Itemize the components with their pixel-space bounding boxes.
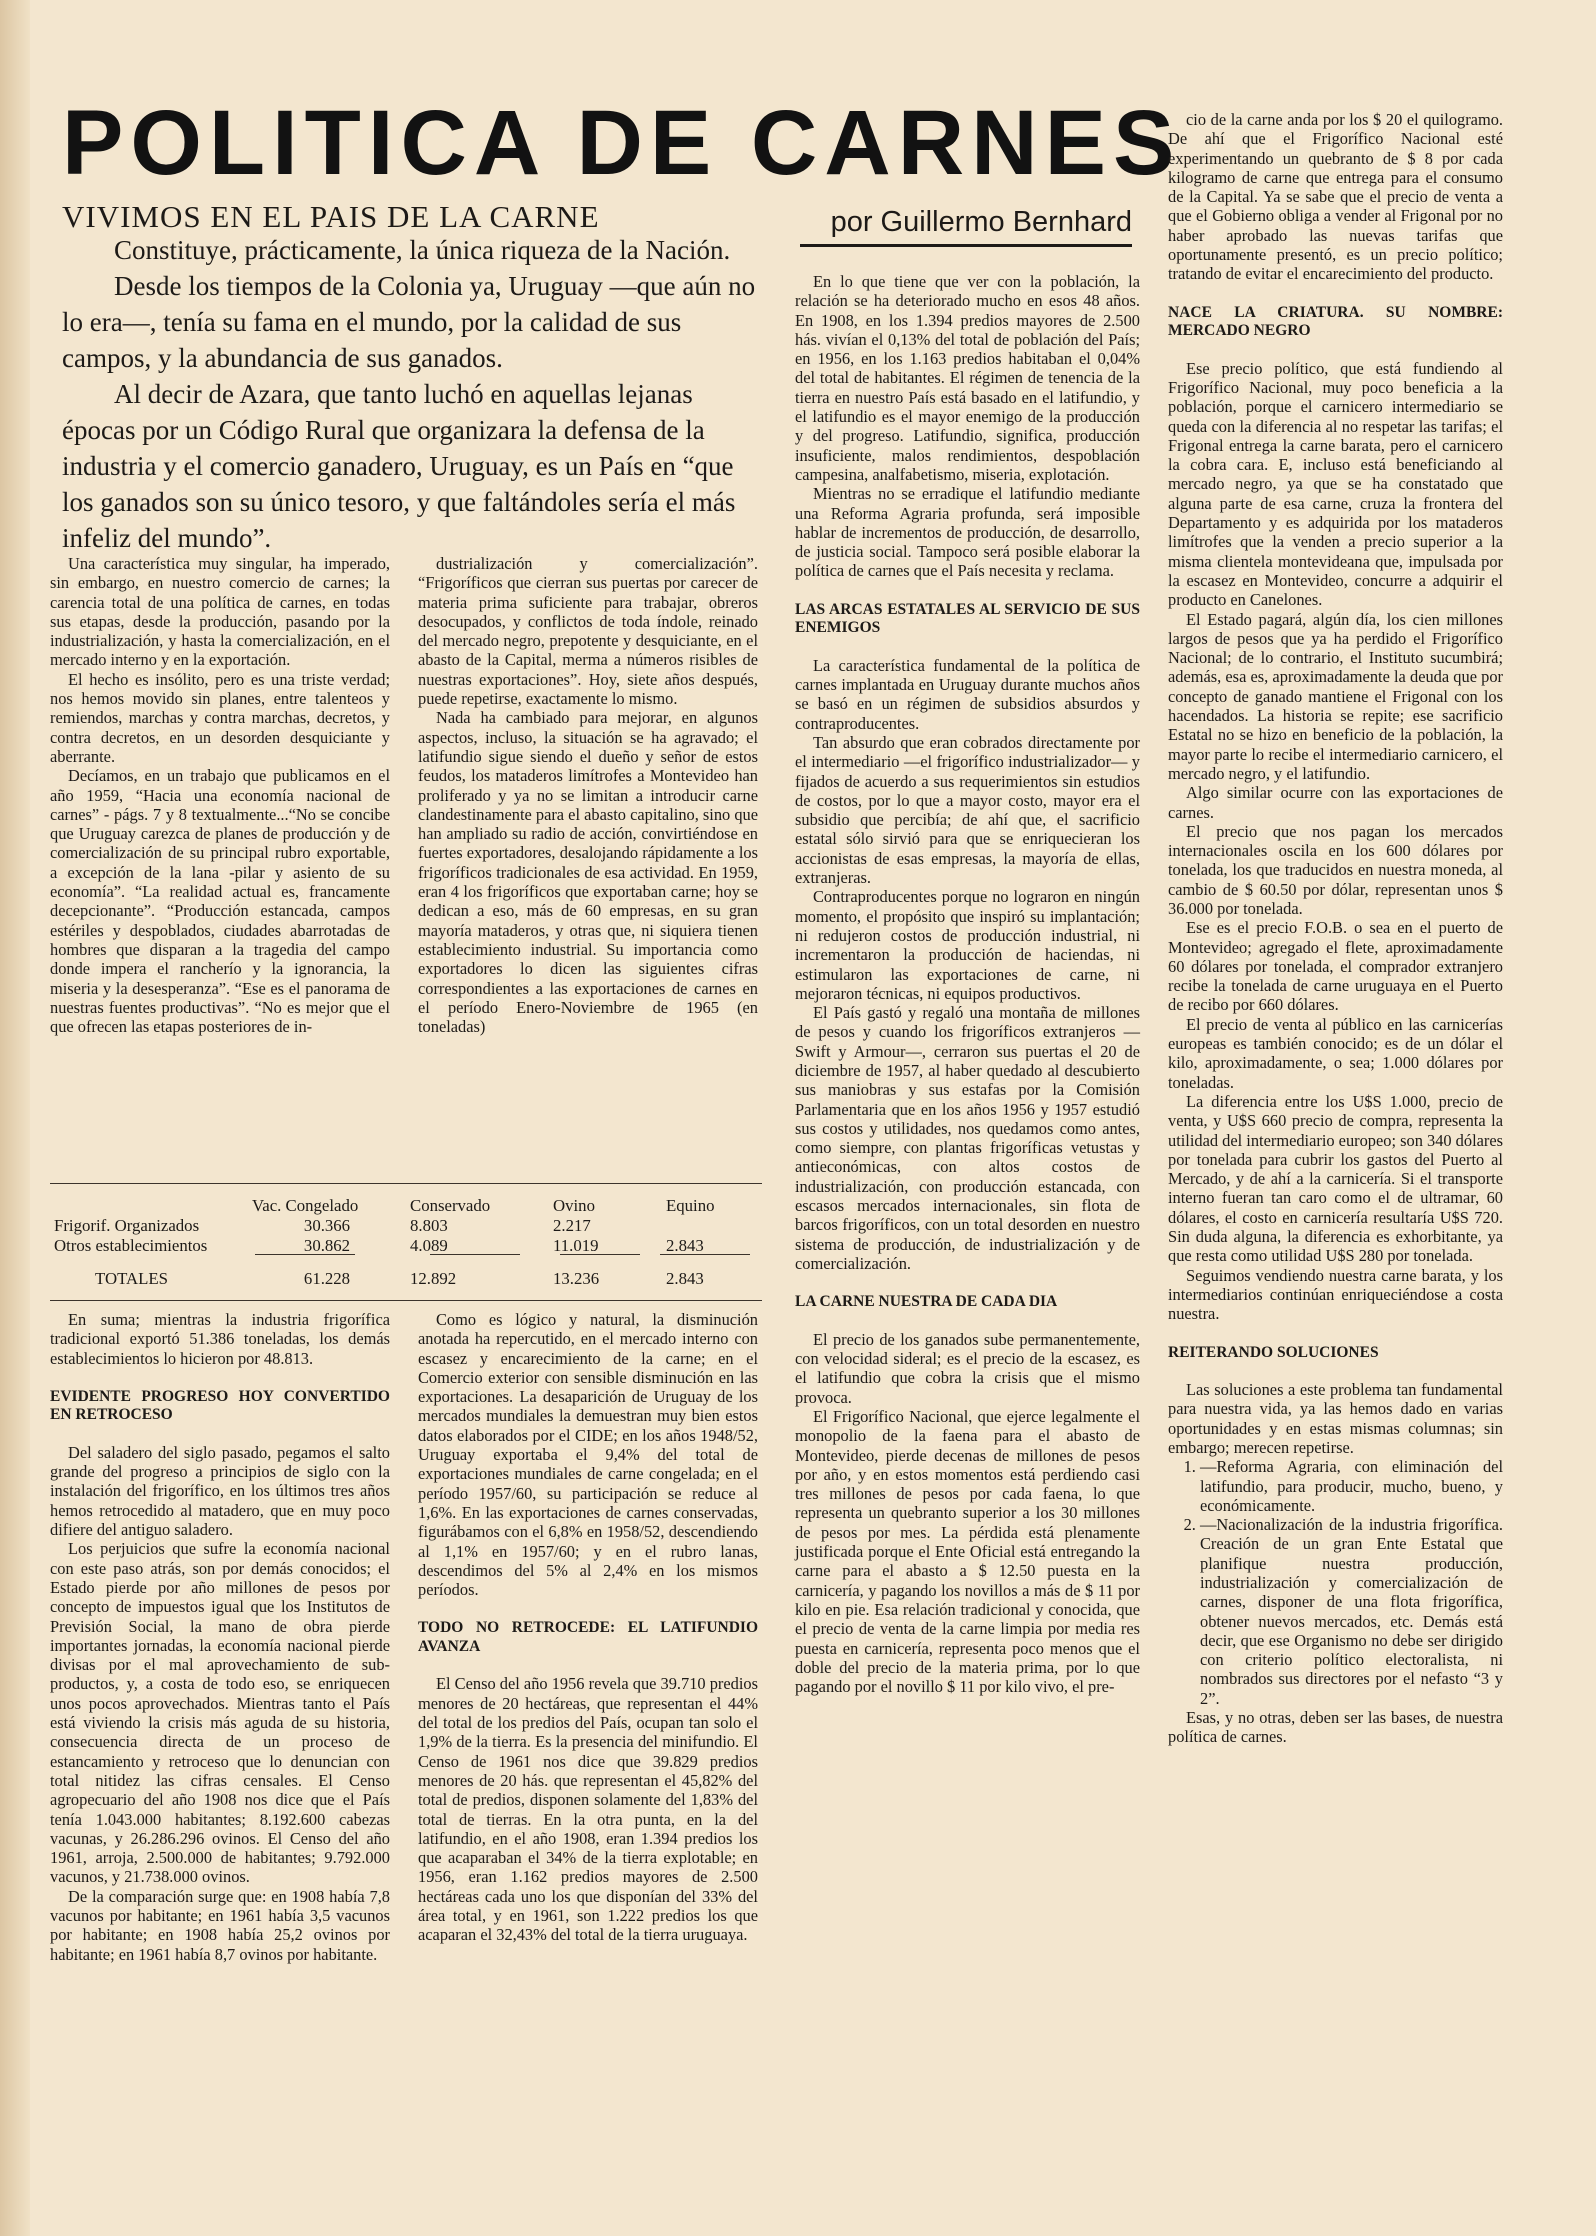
body-paragraph: Esas, y no otras, deben ser las bases, de nuestra política de carnes. — [1168, 1708, 1503, 1747]
intro-paragraph: Al decir de Azara, que tanto luchó en aquellas lejanas épocas por un Código Rural que organizara la defensa de la industria y el comercio ganadero, Uruguay, es un País en “que los ganados son su único tesoro, y que faltándoles sería el más infeliz del mundo”. — [62, 379, 736, 553]
list-item: 1. —Reforma Agraria, con eliminación del latifundio, para producir, mucho, bueno, y económicamente. — [1200, 1457, 1503, 1515]
body-paragraph: El Estado pagará, algún día, los cien millones largos de pesos que ya ha perdido el Frigorífico Nacional; de lo contrario, el Instituto sucumbirá; además, esa es, aproximadamente la deuda que por concepto de ganado mantiene el Frigonal con los hacendados. La historia se repite; ese sacrificio Estatal no se hizo en beneficio de la población, la mayor parte lo recibe el intermediario carnicero, el mercado negro, y el latifundio. — [1168, 609, 1503, 783]
column-2-bottom — [418, 1310, 758, 1945]
cell-ovino: 2.217 — [553, 1216, 591, 1235]
table-header — [50, 1195, 248, 1216]
solutions-list — [1168, 1457, 1503, 1708]
section-heading: TODO NO RETROCEDE: EL LATIFUNDIO AVANZA — [418, 1619, 758, 1655]
row-label: Otros establecimientos — [54, 1235, 208, 1255]
total-ovino: 13.236 — [553, 1269, 600, 1288]
body-paragraph: El Censo del año 1956 revela que 39.710 predios menores de 20 hectáreas, que representan el 44% del total de los predios del País, ocupan tan solo el 1,9% de la tierra. Es la presencia del minifundio. El Censo de 1961 nos dice que 39.829 predios menores de 20 hás. que representan el 45,82% del total de predios, disponen solamente del 1,83% del total de tierras. En la otra punta, en la del latifundio, en el año 1908, eran 1.394 predios los que acaparaban el 34% de la tierra explotable; en 1956, eran 1.162 predios mayores de 2.500 hectáreas cada uno los que disponían del 33% del área total, y en 1961, son 1.222 predios los que acaparan el 32,43% del total de la tierra uruguaya. — [418, 1674, 758, 1945]
intro-paragraph: Desde los tiempos de la Colonia ya, Uruguay —que aún no lo era—, tenía su fama en el mundo, por la calidad de sus campos, y la abundancia de sus ganados. — [62, 271, 756, 373]
body-paragraph: Los perjuicios que sufre la economía nacional con este paso atrás, son por demás conocidos; el Estado pierde por año millones de pesos por concepto de impuestos igual que los Institutos de Previsión Social, la mano de obra pierde importantes jornadas, la economía nacional pierde divisas por el mal aprovechamiento de sub-productos, y, a costa de todo eso, se enriquecen unos pocos aprovechados. Mientras tanto el País está viviendo la crisis más aguda de su historia, consecuencia directa de un proceso de estancamiento y retroceso que lo denuncian con total nitidez las cifras censales. El Censo agropecuario del año 1908 nos dice que el País tenía 1.043.000 habitantes; 8.192.600 cabezas vacunas, y 26.286.296 ovinos. El Censo del año 1961, arroja, 2.500.000 de habitantes; 9.792.000 vacunos, y 21.738.000 ovinos. — [50, 1539, 390, 1887]
body-paragraph: El Frigorífico Nacional, que ejerce legalmente el monopolio de la faena para el abasto de Montevideo, pierde decenas de millones de pesos por año, y en estos momentos está perdiendo casi tres millones de pesos por cada faena, lo que representa un quebranto superior a los 30 millones de pesos por mes. La pérdida está plenamente justificada porque el Ente Oficial está entregando la carne para el abasto a $ 12.50 puesta en la carnicería, y pagando los novillos a más de $ 11 por kilo en pie. Esa relación tradicional y conocida, que el precio de venta de la carne limpia por media res puesta en carnicería, representa poco menos que el doble del precio de la materia prima, por lo que pagando por el novillo $ 11 por kilo vivo, el pre- — [795, 1406, 1140, 1697]
article-subheading: VIVIMOS EN EL PAIS DE LA CARNE — [62, 199, 600, 234]
body-paragraph: El País gastó y regaló una montaña de millones de pesos y cuando los frigoríficos extranjeros —Swift y Armour—, cerraron sus puertas el 20 de diciembre de 1957, al haber quedado al descubierto sus maniobras y sus estafas por la Comisión Parlamentaria que en los años 1956 y 1957 estudió sus costos y utilidades, nos quedamos como antes, como siempre, con plantas frigoríficas vetustas y antieconómicas, con altos costos de industrialización, con producción estancada, con escasos mercados internacionales, sin flota de barcos frigoríficos, con un total desorden en nuestro sistema de producción, de industrialización y de comercialización. — [795, 1003, 1140, 1273]
total-equino: 2.843 — [666, 1269, 704, 1288]
body-paragraph: Mientras no se erradique el latifundio mediante una Reforma Agraria profunda, será imposible hablar de incrementos de producción, de desarrollo, de justicia social. Tampoco será posible elaborar la política de carnes que el País necesita y reclama. — [795, 484, 1140, 581]
body-paragraph: Ese es el precio F.O.B. o sea en el puerto de Montevideo; agregado el flete, aproximadamente 60 dólares por tonelada, el comprador extranjero recibe la tonelada de carne uruguaya en el Puerto de recibo por 660 dólares. — [1168, 918, 1503, 1015]
table-header: Conservado — [410, 1195, 491, 1215]
body-paragraph: Tan absurdo que eran cobrados directamente por el intermediario —el frigorífico industrializador— y fijados de acuerdo a sus requerimientos sin estudios de costos, por lo que a mayor costo, mayor era el subsidio que percibía; de ahí que, el sacrificio estatal sólo sirvió para que se enriquecieran los accionistas de esas empresas, la mayoría de ellas, extranjeras. — [795, 732, 1140, 888]
body-paragraph: Nada ha cambiado para mejorar, en algunos aspectos, incluso, la situación se ha agravado; el latifundio sigue siendo el dueño y señor de estos feudos, los mataderos limítrofes a Montevideo han proliferado y ya no se limitan a introducir carne clandestinamente para el abasto capitalino, sino que han ampliado su radio de acción, convirtiéndose en fuertes exportadores, desalojando rápidamente a los frigoríficos tradicionales de esa actividad. En 1959, eran 4 los frigoríficos que exportaban carne; hoy se dedican a eso, más de 60 empresas, en su gran mayoría mataderos, y otras que, ni siquiera tienen establecimiento industrial. Su importancia como exportadores lo dicen las siguientes cifras correspondientes a las exportaciones de carnes en el período Enero-Noviembre de 1965 (en toneladas) — [418, 708, 758, 1037]
section-heading: LA CARNE NUESTRA DE CADA DIA — [795, 1293, 1058, 1311]
table-totals-row — [50, 1255, 762, 1289]
column-1-top — [50, 554, 390, 1036]
body-paragraph: La diferencia entre los U$S 1.000, precio de venta, y U$S 660 precio de compra, representa la utilidad del intermediario europeo; son 340 dólares por tonelada para cubrir los gastos del Puerto al Mercado, y de ahí a la carnicería. Si el transporte interno fueran tan caro como el de ultramar, 60 dólares, el costo en carnicería resultaría U$S 720. Sin duda alguna, la diferencia es exhorbitante, ya que resta como utilidad U$S 280 por tonelada. — [1168, 1091, 1504, 1266]
table-row — [50, 1216, 762, 1236]
totals-rule — [660, 1254, 750, 1255]
body-paragraph: Como es lógico y natural, la disminución anotada ha repercutido, en el mercado interno con escasez y encarecimiento de la carne; en el Comercio exterior con sensible disminución en las exportaciones. La desaparición de Uruguay de los mercados mundiales la demuestran muy bien estos datos elaborados por el CIDE; en los años 1948/52, Uruguay exportaba el 9,4% del total de exportaciones mundiales de carne congelada; en el período 1957/60, su participación se reduce al 1,6%. En las exportaciones de carnes conservadas, figurábamos con el 6,8% en 1958/52, descendiendo al 1,1% en 1957/60; y en el rubro lanas, descendimos del 5% al 2,4% en los mismos períodos. — [418, 1310, 758, 1600]
body-paragraph: Algo similar ocurre con las exportaciones de carnes. — [1168, 783, 1503, 822]
body-paragraph: El hecho es insólito, pero es una triste verdad; nos hemos movido sin planes, entre talenteos y remiendos, marchas y contra marchas, decretos, y contra decretos, en un desorden desquiciante y aberrante. — [50, 669, 390, 766]
body-paragraph: El precio que nos pagan los mercados internacionales oscila en los 600 dólares por tonelada, los que traducidos en nuestra moneda, al cambio de $ 60.50 por dólar, representan unos $ 36.000 por tonelada. — [1168, 821, 1503, 918]
table-header-row — [50, 1195, 762, 1216]
cell-vac-congelado: 30.862 — [303, 1235, 351, 1255]
cell-conservado: 8.803 — [410, 1216, 448, 1235]
section-heading: NACE LA CRIATURA. SU NOMBRE: MERCADO NEGRO — [1168, 303, 1503, 340]
section-heading: EVIDENTE PROGRESO HOY CONVERTIDO EN RETROCESO — [50, 1387, 390, 1424]
cell-ovino: 11.019 — [553, 1235, 599, 1255]
column-1-bottom — [50, 1310, 390, 1964]
table-header: Equino — [666, 1195, 715, 1215]
totals-label: TOTALES — [95, 1269, 168, 1288]
table-row — [50, 1236, 762, 1256]
column-2-top — [418, 554, 758, 1036]
article-byline: por Guillermo Bernhard — [800, 204, 1132, 247]
table-header: Ovino — [553, 1195, 595, 1215]
body-paragraph: cio de la carne anda por los $ 20 el quilogramo. De ahí que el Frigorífico Nacional esté experimentando un quebranto de $ 8 por cada kilogramo de carne que entrega para el consumo de la Capital. Ya se sabe que el precio de venta a que el Gobierno obliga a vender al Frigonal por no haber aprobado las nuevas tarifas que oportunamente presentó, es un precio político; tratando de evitar el encarecimiento del producto. — [1168, 110, 1503, 284]
article-intro — [62, 232, 757, 556]
totals-rule — [430, 1254, 520, 1255]
row-label: Frigorif. Organizados — [54, 1216, 200, 1235]
list-item: 2. —Nacionalización de la industria frigorífica. Creación de un gran Ente Estatal que planifique nuestra producción, industrialización y comercialización de carnes, disponer de una flota frigorífica, obtener nuevos mercados, etc. Demás está decir, que ese Organismo no debe ser dirigido con criterio político electoralista, ni nombrados sus directores por el nefasto “3 y 2”. — [1200, 1515, 1503, 1708]
cell-equino: 2.843 — [666, 1235, 704, 1255]
body-paragraph: El precio de los ganados sube permanentemente, con velocidad sideral; es el precio de la escasez, es el latifundio que cobra la crisis que el mismo provoca. — [795, 1329, 1140, 1407]
totals-rule — [560, 1254, 640, 1255]
cell-vac-congelado: 30.366 — [303, 1216, 351, 1235]
total-conservado: 12.892 — [410, 1269, 457, 1288]
cell-conservado: 4.089 — [410, 1235, 448, 1255]
table-top-rule — [50, 1183, 762, 1184]
column-3 — [795, 272, 1140, 1696]
section-heading: REITERANDO SOLUCIONES — [1168, 1343, 1379, 1361]
body-paragraph: En suma; mientras la industria frigorífica tradicional exportó 51.386 toneladas, los demás establecimientos lo hicieron por 48.813. — [50, 1310, 390, 1368]
cell-equino — [662, 1216, 762, 1236]
article-title: POLITICA DE CARNES — [62, 92, 1182, 194]
page-fold-shadow — [0, 0, 30, 2236]
section-heading: LAS ARCAS ESTATALES AL SERVICIO DE SUS ENEMIGOS — [795, 600, 1140, 637]
body-paragraph: Decíamos, en un trabajo que publicamos en el año 1959, “Hacia una economía nacional de carnes” - págs. 7 y 8 textualmente...“No se concibe que Uruguay carezca de planes de producción y de comercialización de su principal rubro exportable, a excepción de la lana -pilar y asiento de su economía”. “La realidad actual es, francamente decepcionante”. “Producción estancada, campos estériles y despoblados, ciudades abarrotadas de hombres que disparan a la tragedia del campo donde impera el rancherío y la ignorancia, la miseria y la desesperanza”. “Ese es el panorama de nuestras fuentes productivas”. “No es mejor que el que ofrecen las etapas posteriores de in- — [50, 766, 390, 1037]
table-bottom-rule — [50, 1300, 762, 1301]
body-paragraph: dustrialización y comercialización”. “Frigoríficos que cierran sus puertas por carecer de materia prima suficiente para trabajar, obreros desocupados, y conflictos de toda índole, reinado del mercado negro, prepotente y desquiciante, en el abasto de la Capital, merma a números risibles de nuestras exportaciones”. Hoy, siete años después, puede repetirse, exactamente lo mismo. — [418, 554, 758, 709]
body-paragraph: Ese precio político, que está fundiendo al Frigorífico Nacional, muy poco beneficia a la población, porque el carnicero intermediario se queda con la diferencia al no respetar las tarifas; el Frigonal entrega la carne barata, pero el carnicero la cobra cara. E, incluso está beneficiando al mercado negro, ya que se ha constatado que alguna parte de esa carne, cruza la frontera del Departamento y es adquirida por los mataderos limítrofes que la venden a precio superior a la misma clientela montevideana que, impulsada por la escasez en Montevideo, concurre a adquirir el producto en Canelones. — [1168, 358, 1503, 610]
column-4 — [1168, 110, 1503, 1747]
totals-rule — [255, 1254, 355, 1255]
body-paragraph: Las soluciones a este problema tan fundamental para nuestra vida, ya las hemos dado en varias oportunidades y en estas mismas columnas; sin embargo; merecen repetirse. — [1168, 1380, 1503, 1457]
body-paragraph: Del saladero del siglo pasado, pegamos el salto grande del progreso a principios de siglo con la instalación del frigorífico, en los últimos tres años hemos retrocedido al matadero, que en muy poco difiere del antiguo saladero. — [50, 1442, 390, 1540]
body-paragraph: En lo que tiene que ver con la población, la relación se ha deteriorado mucho en esos 48 años. En 1908, en los 1.394 predios mayores de 2.500 hás. vivían el 0,13% del total de población del País; en 1956, en los 1.163 predios habitaban el 0,04% del total de habitantes. El régimen de tenencia de la tierra en nuestro País está basado en el latifundio, y el latifundio es el mayor enemigo de la producción y del progreso. Latifundio, significa, producción insuficiente, malos rendimientos, despoblación campesina, analfabetismo, miseria, explotación. — [795, 272, 1140, 484]
total-vac-congelado: 61.228 — [303, 1269, 351, 1288]
body-paragraph: De la comparación surge que: en 1908 había 7,8 vacunos por habitante; en 1961 había 3,5 vacunos por habitante; en 1908 había 25,2 ovinos por habitante; en 1961 había 8,7 ovinos por habitante. — [50, 1886, 390, 1964]
table-header: Vac. Congelado — [252, 1195, 359, 1215]
body-paragraph: Contraproducentes porque no lograron en ningún momento, el propósito que inspiró su implantación; ni redujeron costos de producción industrial, ni incrementaron la producción de haciendas, ni estimularon las exportaciones de carne, ni mejoraron técnicas, ni equipos productivos. — [795, 887, 1140, 1003]
exports-table — [50, 1195, 762, 1289]
body-paragraph: El precio de venta al público en las carnicerías europeas es también conocido; es de un dólar el kilo, aproximadamente, o sea; 1.000 dólares por toneladas. — [1168, 1014, 1503, 1092]
body-paragraph: Una característica muy singular, ha imperado, sin embargo, en nuestro comercio de carnes; la carencia total de una política de carnes, en todas sus etapas, desde la producción, pasando por la industrialización, y hasta la comercialización, en el mercado interno y en la exportación. — [50, 554, 390, 670]
body-paragraph: Seguimos vendiendo nuestra carne barata, y los intermediarios continúan enriqueciéndose a costa nuestra. — [1168, 1265, 1503, 1324]
intro-paragraph: Constituye, prácticamente, la única riqueza de la Nación. — [114, 235, 731, 265]
body-paragraph: La característica fundamental de la política de carnes implantada en Uruguay durante muchos años se basó en un régimen de subsidios absurdos y contraproducentes. — [795, 655, 1140, 733]
